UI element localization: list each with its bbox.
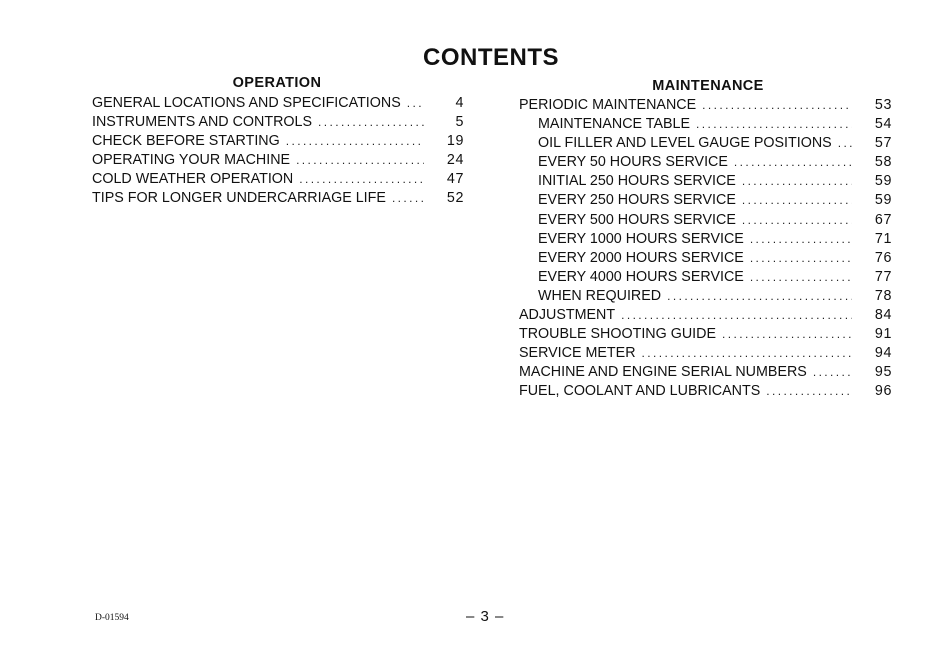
- toc-subentry[interactable]: [519, 172, 892, 191]
- toc-entry-label: EVERY 1000 HOURS SERVICE: [538, 230, 744, 247]
- toc-entry[interactable]: [519, 325, 892, 344]
- toc-subentry[interactable]: [519, 211, 892, 230]
- toc-entry-page: 59: [874, 192, 892, 209]
- toc-entry-label: EVERY 500 HOURS SERVICE: [538, 211, 736, 228]
- page-title: CONTENTS: [423, 44, 559, 71]
- toc-subentry[interactable]: [519, 115, 892, 134]
- toc-subentry[interactable]: [519, 134, 892, 153]
- toc-subentry[interactable]: [519, 249, 892, 268]
- toc-entry[interactable]: [519, 96, 892, 115]
- toc-entry-label: EVERY 2000 HOURS SERVICE: [538, 249, 744, 266]
- toc-subentry[interactable]: [519, 268, 892, 287]
- toc-entry-label: EVERY 4000 HOURS SERVICE: [538, 268, 744, 285]
- maintenance-section: [519, 77, 892, 402]
- operation-section: [92, 74, 464, 209]
- toc-entry-page: 52: [446, 190, 464, 207]
- toc-entry-page: 94: [874, 345, 892, 362]
- dot-leader: [392, 189, 424, 208]
- dot-leader: [766, 382, 852, 401]
- toc-entry-page: 4: [455, 95, 464, 111]
- toc-entry-label: MACHINE AND ENGINE SERIAL NUMBERS: [519, 364, 807, 381]
- maintenance-heading: MAINTENANCE: [652, 78, 764, 94]
- toc-entry[interactable]: [92, 94, 464, 113]
- page-number: – 3 –: [466, 608, 505, 625]
- toc-entry-page: 57: [874, 135, 892, 152]
- dot-leader: [838, 134, 852, 153]
- dot-leader: [742, 191, 852, 210]
- dot-leader: [696, 115, 852, 134]
- dot-leader: [702, 96, 852, 115]
- toc-entry[interactable]: [519, 363, 892, 382]
- toc-subentry[interactable]: [519, 230, 892, 249]
- toc-entry-label: MAINTENANCE TABLE: [538, 116, 691, 133]
- toc-entry-label: EVERY 250 HOURS SERVICE: [538, 192, 736, 209]
- dot-leader: [642, 344, 852, 363]
- toc-entry-label: PERIODIC MAINTENANCE: [519, 97, 697, 113]
- dot-leader: [318, 113, 424, 132]
- toc-subentry[interactable]: [519, 153, 892, 172]
- toc-entry-page: 71: [874, 230, 892, 247]
- toc-entry-label: GENERAL LOCATIONS AND SPECIFICATIONS: [92, 95, 401, 111]
- toc-entry[interactable]: [92, 151, 464, 170]
- toc-entry-page: 95: [874, 364, 892, 381]
- dot-leader: [621, 306, 852, 325]
- toc-entry-page: 53: [874, 97, 892, 113]
- toc-entry-page: 19: [446, 133, 464, 150]
- toc-entry-page: 96: [874, 383, 892, 400]
- dot-leader: [734, 153, 852, 172]
- dot-leader: [299, 170, 424, 189]
- dot-leader: [750, 249, 852, 268]
- toc-entry-label: ADJUSTMENT: [519, 307, 616, 324]
- toc-entry[interactable]: [92, 189, 464, 208]
- toc-entry-label: OPERATING YOUR MACHINE: [92, 152, 291, 169]
- document-code: D-01594: [95, 613, 129, 623]
- toc-entry-page: 59: [874, 173, 892, 190]
- toc-entry[interactable]: [519, 306, 892, 325]
- dot-leader: [750, 268, 852, 287]
- toc-entry-page: 47: [446, 171, 464, 188]
- toc-entry-label: EVERY 50 HOURS SERVICE: [538, 154, 728, 171]
- toc-entry[interactable]: [519, 382, 892, 401]
- toc-entry-page: 5: [455, 114, 464, 131]
- toc-entry-page: 76: [874, 249, 892, 266]
- toc-entry-label: FUEL, COOLANT AND LUBRICANTS: [519, 383, 761, 400]
- toc-entry[interactable]: [92, 132, 464, 151]
- toc-subentry[interactable]: [519, 191, 892, 210]
- dot-leader: [750, 230, 852, 249]
- toc-entry-page: 77: [874, 268, 892, 285]
- dot-leader: [296, 151, 424, 170]
- dot-leader: [813, 363, 852, 382]
- dot-leader: [742, 172, 852, 191]
- toc-subentry[interactable]: [519, 287, 892, 306]
- dot-leader: [286, 132, 424, 151]
- toc-entry-label: COLD WEATHER OPERATION: [92, 171, 294, 188]
- toc-entry-page: 58: [874, 154, 892, 171]
- dot-leader: [742, 211, 852, 230]
- toc-entry-label: CHECK BEFORE STARTING: [92, 133, 280, 150]
- dot-leader: [407, 94, 424, 113]
- toc-entry-label: SERVICE METER: [519, 345, 636, 362]
- toc-entry-label: INITIAL 250 HOURS SERVICE: [538, 173, 736, 190]
- toc-entry-page: 78: [874, 287, 892, 304]
- dot-leader: [722, 325, 852, 344]
- toc-entry-label: OIL FILLER AND LEVEL GAUGE POSITIONS: [538, 135, 832, 152]
- toc-entry[interactable]: [92, 170, 464, 189]
- toc-entry-page: 54: [874, 116, 892, 133]
- toc-entry-label: TROUBLE SHOOTING GUIDE: [519, 326, 717, 343]
- toc-entry[interactable]: [92, 113, 464, 132]
- toc-entry-page: 67: [874, 211, 892, 228]
- toc-entry-label: INSTRUMENTS AND CONTROLS: [92, 114, 313, 131]
- operation-heading: OPERATION: [232, 75, 322, 91]
- toc-entry-label: TIPS FOR LONGER UNDERCARRIAGE LIFE: [92, 190, 386, 207]
- toc-entry[interactable]: [519, 344, 892, 363]
- toc-entry-label: WHEN REQUIRED: [538, 287, 662, 304]
- dot-leader: [667, 287, 852, 306]
- toc-entry-page: 24: [446, 152, 464, 169]
- toc-entry-page: 84: [874, 307, 892, 324]
- toc-entry-page: 91: [874, 326, 892, 343]
